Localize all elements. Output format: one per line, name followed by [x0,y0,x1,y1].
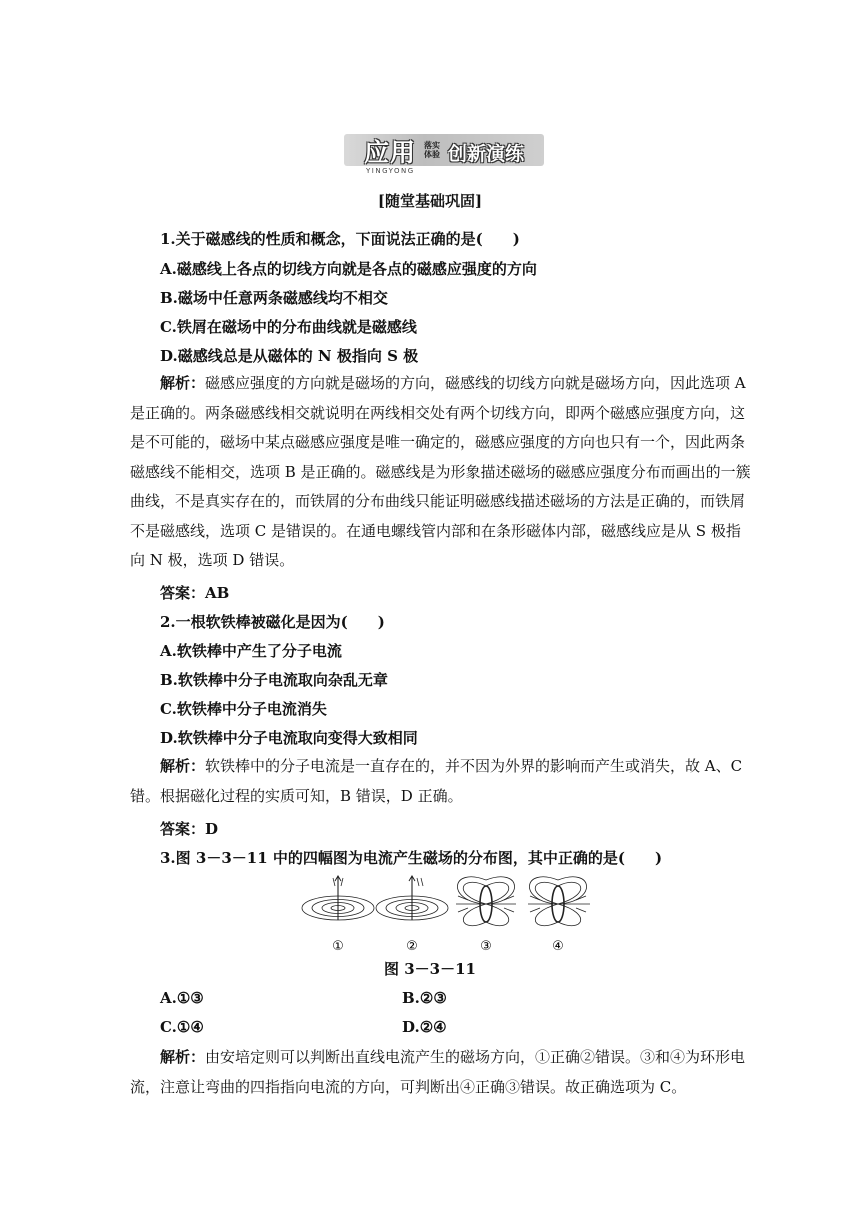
figure-panel-1 [302,876,374,920]
figure-panel-4 [528,877,590,926]
q2-analysis-text: 软铁棒中的分子电流是一直存在的，并不因为外界的影响而产生或消失，故 A、C 错。根据磁化过程的实质可知，B 错误，D 正确。 [130,757,743,805]
banner-latin-text: YINGYONG [366,167,415,175]
q2-stem: 2.一根软铁棒被磁化是因为( ) [160,613,385,631]
q3-option-a: A.①③ [160,989,204,1007]
q1-analysis [130,369,752,576]
q1-option-a: A.磁感线上各点的切线方向就是各点的磁感应强度的方向 [160,260,537,278]
figure-label-3: ③ [480,939,492,954]
q2-option-b: B.软铁棒中分子电流取向杂乱无章 [160,671,388,689]
q2-option-a: A.软铁棒中产生了分子电流 [160,642,342,660]
q3-option-b: B.②③ [402,989,447,1007]
figure-caption: 图 3－3－11 [384,960,476,978]
q2-option-c: C.软铁棒中分子电流消失 [160,700,327,718]
q2-option-d: D.软铁棒中分子电流取向变得大致相同 [160,729,418,747]
q3-analysis [130,1043,752,1102]
q1-analysis-text: 磁感应强度的方向就是磁场的方向，磁感线的切线方向就是磁场方向，因此选项 A 是正确的。两条磁感线相交就说明在两线相交处有两个切线方向，即两个磁感应强度方向，这是不可能的，磁场中某点磁感应强度是唯一确定的，磁感应强度的方向也只有一个，因此两条磁感线不能相交，选项 B 是正确的。磁感线是为形象描述磁场的磁感应强度分布而画出的一簇曲线，不是真实存在的，而铁屑的分布曲线只能证明磁感线描述磁场的方法是正确的，而铁屑不是磁感线，选项 C 是错误的。在通电螺线管内部和在条形磁体内部，磁感线应是从 S 极指向 N 极，选项 D 错误。 [130,374,751,569]
figure-panel-2 [376,876,448,920]
q3-analysis-text: 由安培定则可以判断出直线电流产生的磁场方向，①正确②错误。③和④为环形电流，注意让弯曲的四指指向电流的方向，可判断出④正确③错误。故正确选项为 C。 [130,1048,746,1096]
q1-option-b: B.磁场中任意两条磁感线均不相交 [160,289,388,307]
figure-panel-3 [456,877,516,926]
figure-label-1: ① [332,939,344,954]
q3-stem: 3.图 3－3－11 中的四幅图为电流产生磁场的分布图，其中正确的是( ) [160,849,663,867]
section-title: [随堂基础巩固] [377,192,483,210]
q3-option-c: C.①④ [160,1018,204,1036]
q1-analysis-label: 解析： [160,374,206,392]
q2-analysis-label: 解析： [160,757,206,775]
q3-analysis-label: 解析： [160,1048,206,1066]
q3-option-d: D.②④ [402,1018,447,1036]
figure-label-2: ② [406,939,418,954]
banner-small-text: 落实体验 [424,141,440,159]
magnetic-field-figure [300,872,600,954]
q1-option-d: D.磁感线总是从磁体的 N 极指向 S 极 [160,347,419,365]
figure-label-4: ④ [552,939,564,954]
banner-main-text: 应用 [364,138,417,167]
section-banner [344,130,548,178]
q1-option-c: C.铁屑在磁场中的分布曲线就是磁感线 [160,318,417,336]
q2-analysis [130,752,752,811]
q1-answer: 答案：AB [160,584,230,602]
q2-answer: 答案：D [160,820,219,838]
banner-side-text: 创新演练 [448,143,525,165]
q1-stem: 1.关于磁感线的性质和概念，下面说法正确的是( ) [160,230,520,248]
